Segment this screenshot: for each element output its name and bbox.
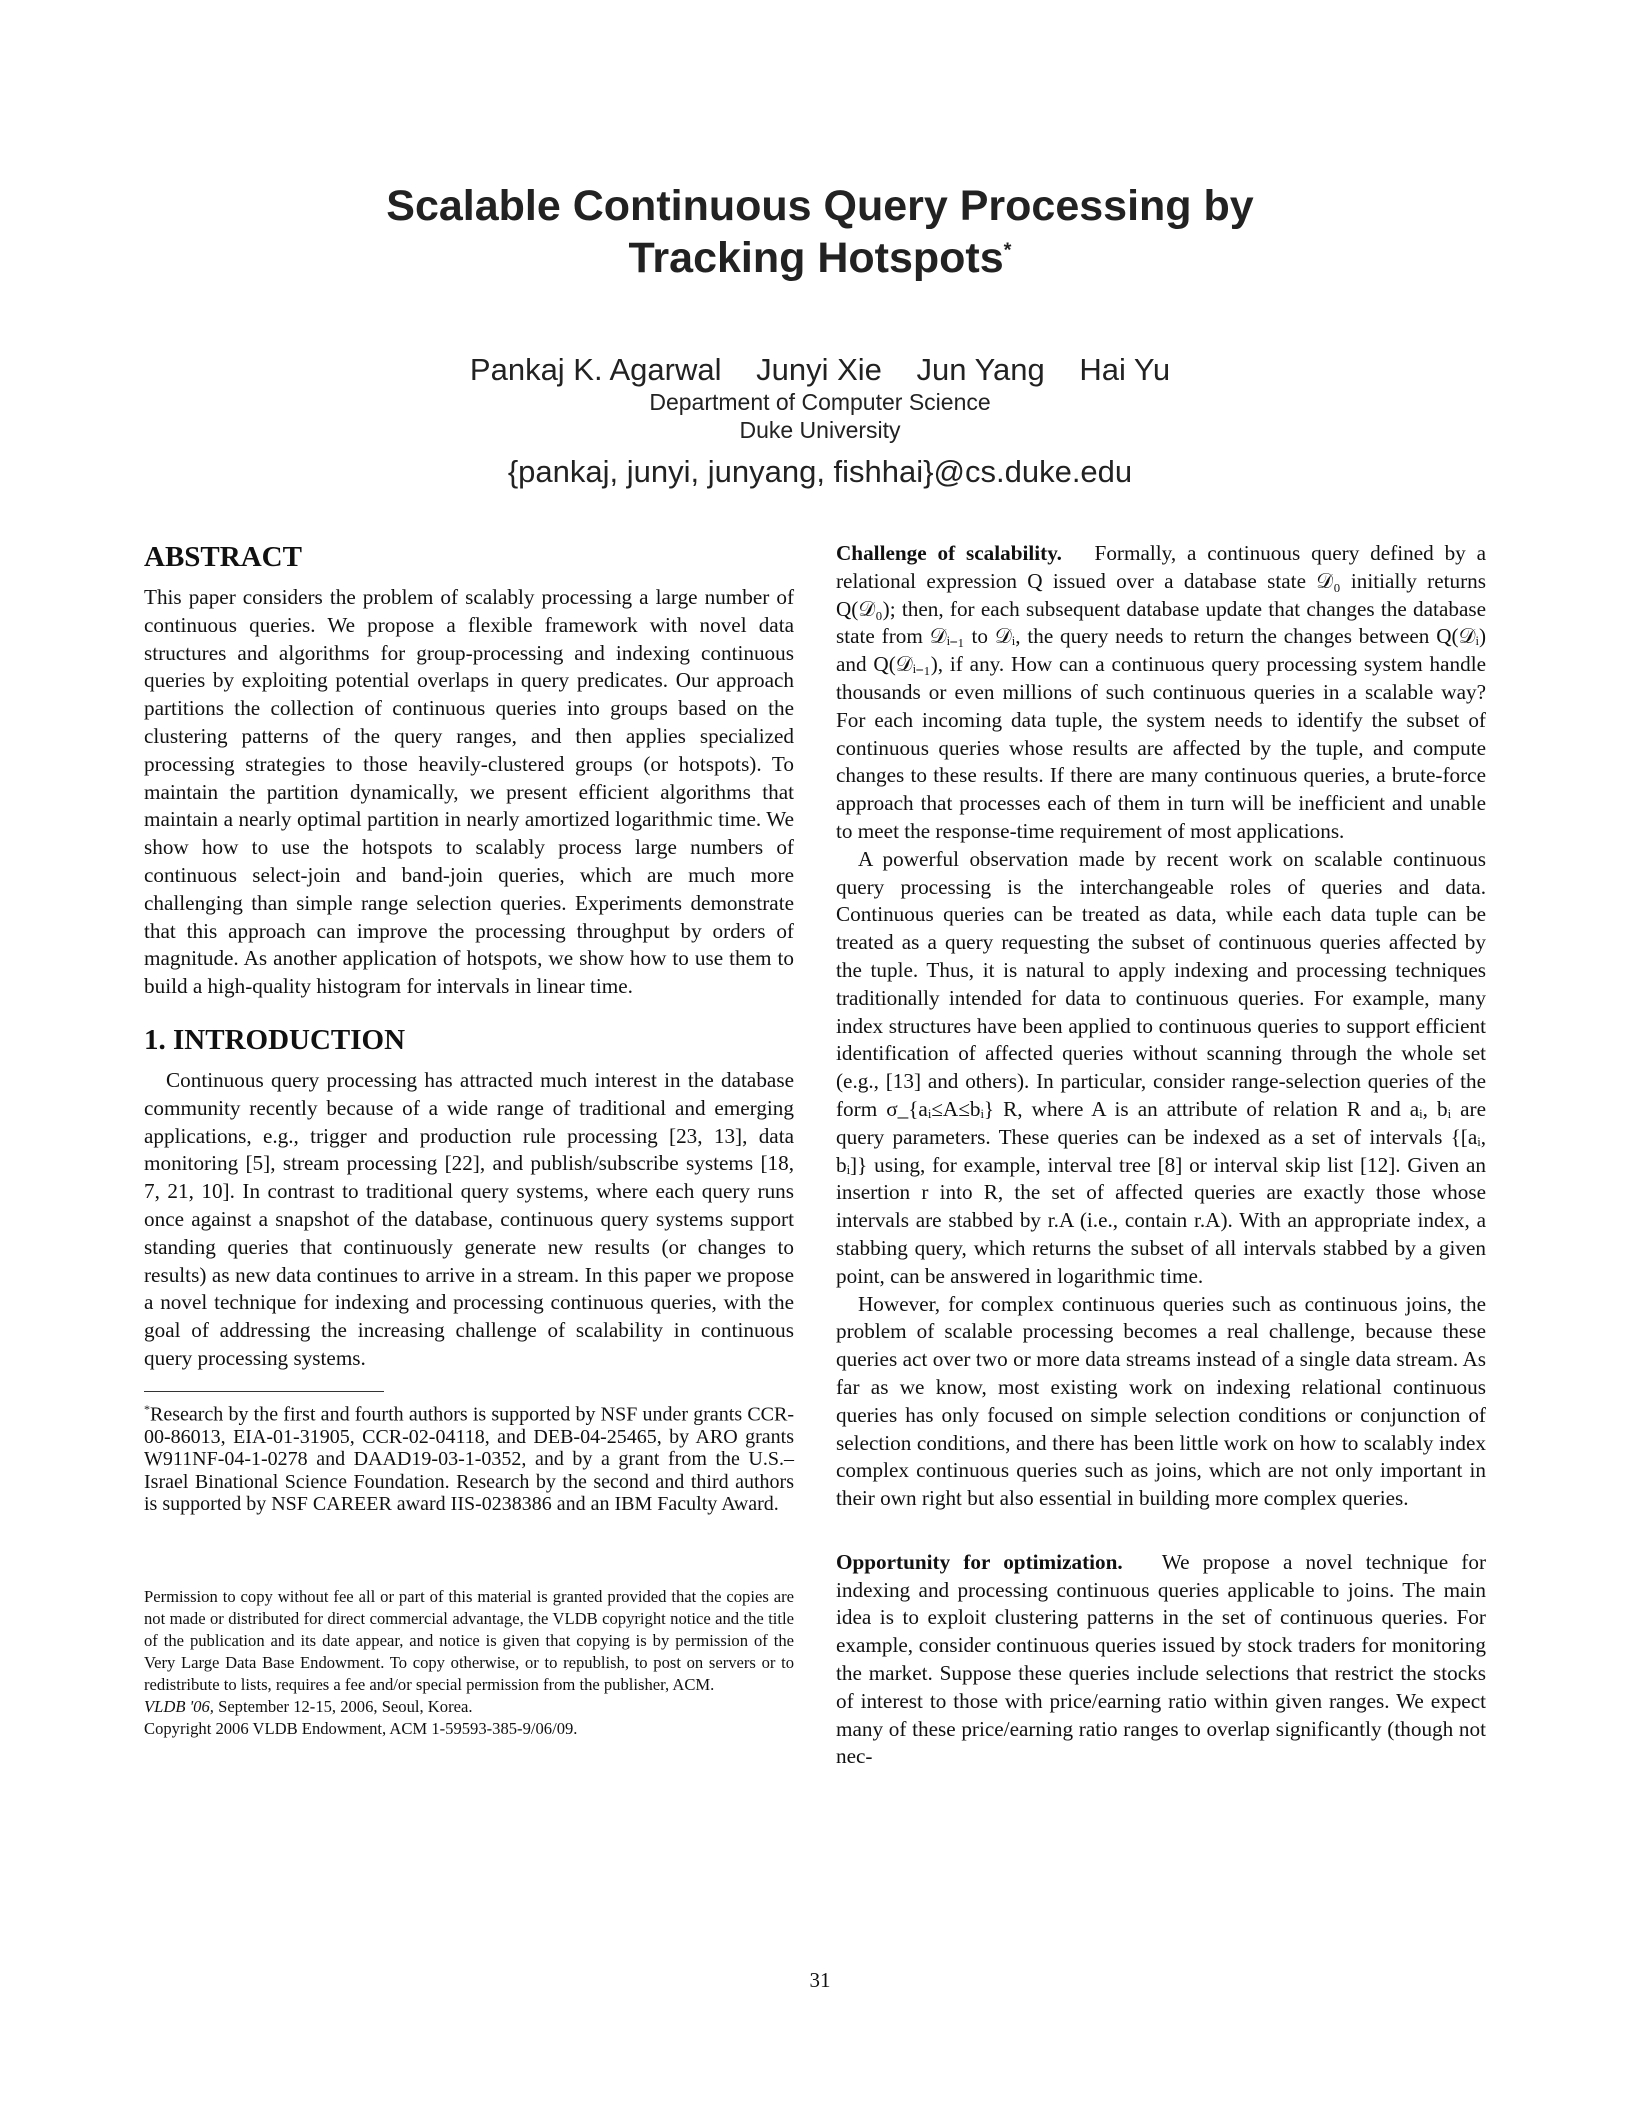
page-number: 31 xyxy=(809,1968,831,1992)
author-name: Junyi Xie xyxy=(756,352,882,387)
opportunity-paragraph xyxy=(836,1549,1486,1771)
introduction-text: Continuous query processing has attracted much interest in the database community recently because of a wide range of traditional and emerging applications, e.g., trigger and production rule processing [23, 13], data monitoring [5], stream processing [22], and publish/subscribe systems [18, 7, 21, 10]. In contrast to traditional query systems, where each query runs once against a snapshot of the database, continuous query systems support standing queries that continuously generate new results (or changes to results) as new data continues to arrive in a stream. In this paper we propose a novel technique for indexing and processing continuous queries, with the goal of addressing the increasing challenge of scalability in continuous query processing systems. xyxy=(144,1067,794,1370)
title-line-1: Scalable Continuous Query Processing by xyxy=(386,182,1254,230)
university: Duke University xyxy=(739,417,901,443)
section-gap xyxy=(836,1513,1486,1549)
challenge-heading: Challenge of scalability. xyxy=(836,541,1062,565)
footnote-divider xyxy=(144,1391,384,1392)
paper-title xyxy=(0,180,1640,284)
author-name: Jun Yang xyxy=(916,352,1045,387)
author-name: Pankaj K. Agarwal xyxy=(469,352,722,387)
abstract-heading: ABSTRACT xyxy=(144,541,302,573)
title-block xyxy=(0,180,1640,284)
author-list xyxy=(0,352,1640,388)
author-emails: {pankaj, junyi, junyang, fishhai}@cs.duke.edu xyxy=(507,454,1133,489)
challenge-paragraph xyxy=(836,540,1486,846)
footnote-mark: * xyxy=(144,1401,150,1416)
venue-name: VLDB '06, xyxy=(144,1696,214,1716)
venue-line xyxy=(144,1696,794,1718)
left-column xyxy=(144,540,794,1740)
opportunity-text: We propose a novel technique for indexing and processing continuous queries applicable to joins. The main idea is to exploit clustering patterns in the set of continuous queries. For example, consider continuous queries issued by stock traders for monitoring the market. Suppose these queries include selections that restrict the stocks of interest to those with price/earning ratio within given ranges. We expect many of these price/earning ratio ranges to overlap significantly (though not nec- xyxy=(836,1549,1487,1769)
author-name: Hai Yu xyxy=(1079,352,1171,387)
abstract-text: This paper considers the problem of scalably processing a large number of continuous queries. We propose a flexible framework with novel data structures and algorithms for group-processing and indexing continuous queries by exploiting potential overlaps in query predicates. Our approach partitions the collection of continuous queries into groups based on the clustering patterns of the query ranges, and then applies specialized processing strategies to those heavily-clustered groups (or hotspots). To maintain the partition dynamically, we present efficient algorithms that maintain a nearly optimal partition in nearly amortized logarithmic time. We show how to use the hotspots to scalably process large numbers of continuous select-join and band-join queries, which are much more challenging than simple range selection queries. Experiments demonstrate that this approach can improve the processing throughput by orders of magnitude. As another application of hotspots, we show how to use them to build a high-quality histogram for intervals in linear time. xyxy=(144,585,794,999)
body-paragraph-2: A powerful observation made by recent work on scalable continuous query processing is the interchangeable roles of queries and data. Continuous queries can be treated as data, while each data tuple can be treated as a query requesting the subset of continuous queries affected by the tuple. Thus, it is natural to apply indexing and processing techniques traditionally intended for data to continuous queries. For example, many index structures have been applied to continuous queries to support efficient identification of affected queries without scanning through the whole set (e.g., [13] and others). In particular, consider range-selection queries of the form σ_{aᵢ≤A≤bᵢ} R, where A is an attribute of relation R and aᵢ, bᵢ are query parameters. These queries can be indexed as a set of intervals {[aᵢ, bᵢ]} using, for example, interval tree [8] or interval skip list [12]. Given an insertion r into R, the set of affected queries are exactly those whose intervals are stabbed by r.A (i.e., contain r.A). With an appropriate index, a stabbing query, which returns the subset of all intervals stabbed by a given point, can be answered in logarithmic time. xyxy=(836,846,1486,1288)
opportunity-heading: Opportunity for optimization. xyxy=(836,1549,1123,1574)
right-column xyxy=(836,540,1486,1771)
department: Department of Computer Science xyxy=(649,389,991,415)
body-paragraph-3: However, for complex continuous queries such as continuous joins, the problem of scalable processing becomes a real challenge, because these queries act over two or more data streams instead of a single data stream. As far as we know, most existing work on indexing relational continuous queries has only focused on simple selection conditions or conjunction of selection conditions, and there has been little work on how to scalably index complex continuous queries such as joins, which are not only important in their own right but also essential in building more complex queries. xyxy=(836,1291,1486,1511)
title-line-2: Tracking Hotspots xyxy=(628,234,1004,282)
permission-notice: Permission to copy without fee all or part of this material is granted provided that the copies are not made or distributed for direct commercial advantage, the VLDB copyright notice and the title of the publication and its date appear, and notice is given that copying is by permission of the Very Large Data Base Endowment. To copy otherwise, or to republish, to post on servers or to redistribute to lists, requires a fee and/or special permission from the publisher, ACM. xyxy=(144,1586,794,1694)
venue-details: September 12-15, 2006, Seoul, Korea. xyxy=(213,1696,473,1716)
footnote-text: Research by the first and fourth authors is supported by NSF under grants CCR-00-86013, EIA-01-31905, CCR-02-04118, and DEB-04-25465, by ARO grants W911NF-04-1-0278 and DAAD19-03-1-0352, and by a grant from the U.S.–Israel Binational Science Foundation. Research by the second and third authors is supported by NSF CAREER award IIS-0238386 and an IBM Faculty Award. xyxy=(144,1403,794,1516)
funding-footnote xyxy=(144,1398,794,1516)
introduction-heading: 1. INTRODUCTION xyxy=(144,1023,406,1056)
title-footnote-mark: * xyxy=(1003,239,1012,262)
copyright-line: Copyright 2006 VLDB Endowment, ACM 1-59593-385-9/06/09. xyxy=(144,1718,578,1738)
challenge-text: Formally, a continuous query defined by a relational expression Q issued over a database state 𝒟₀ initially returns Q(𝒟₀); then, for each subsequent database update that changes the database state from 𝒟ᵢ₋₁ to 𝒟ᵢ, the query needs to return the changes between Q(𝒟ᵢ) and Q(𝒟ᵢ₋₁), if any. How can a continuous query processing system handle thousands or even millions of such continuous queries in a scalable way? For each incoming data tuple, the system needs to identify the subset of continuous queries whose results are affected by the tuple, and compute changes to these results. If there are many continuous queries, a brute-force approach that processes each of them in turn will be inefficient and unable to meet the response-time requirement of most applications. xyxy=(836,541,1487,843)
authors-block xyxy=(0,352,1640,492)
